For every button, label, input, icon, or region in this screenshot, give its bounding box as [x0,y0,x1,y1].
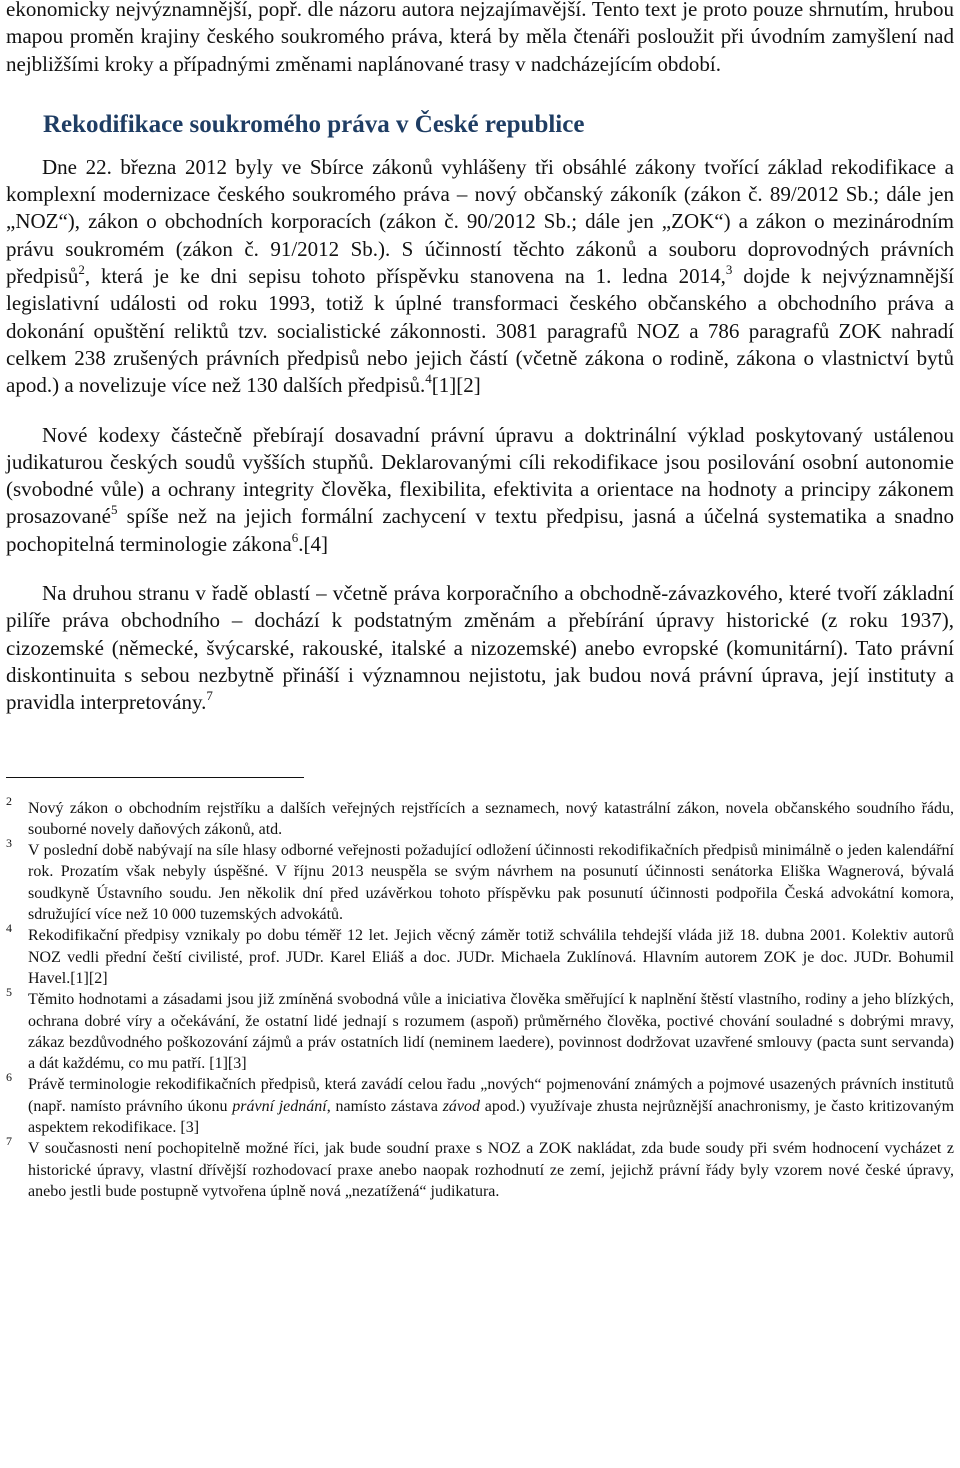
paragraph-rekodifikace [6,154,954,400]
footnote-number: 3 [6,836,12,851]
footnote-number: 5 [6,985,12,1000]
footnote [6,1070,955,1138]
footnote-text: Rekodifikační předpisy vznikaly po dobu téměř 12 let. Jejich věcný záměr totiž schválila tehdejší vláda již 18. dubna 2001. Kolektiv autorů NOZ vedli přední čeští civilisté, prof. JUDr. Karel Eliáš a doc. JUDr. Michaela Zuklínová. Hlavním autorem ZOK je doc. JUDr. Bohumil Havel.[1][2] [28,927,954,987]
footnote-ref[interactable]: 4 [425,371,432,387]
footnote [6,793,954,841]
footnote-text: Těmito hodnotami a zásadami jsou již zmíněná svobodná vůle a iniciativa člověka směřující k naplnění štěstí vlastního, rodiny a jeho blízkých, ochrana dobré víry a očekávání, že ostatní lidé jednají s rozumem (aspoň) průměrného člověka, poctivé chování souladné s dobrými mravy, zákaz bezdůvodného poškozování zájmů a práv ostatních lidí (neminem laedere), povinnost dodržovat uzavřené smlouvy (pacta sunt servanda) a dát každému, co mu patří. [1][3] [28,991,954,1073]
footnote-number: 7 [6,1134,12,1149]
footnote-separator [6,777,304,778]
paragraph-text: , která je ke dni sepisu tohoto příspěvku stanovena na 1. ledna 2014, [84,264,726,289]
footnote-ref[interactable]: 3 [725,262,733,278]
footnote-ref[interactable]: 6 [291,529,299,545]
paragraph-text: dojde k nejvýznamnější legislativní události od roku 1993, totiž k úplné transformaci českého občanského a obchodního práva a dokonání opuštění reliktů tzv. socialistické zákonnosti. 3081 paragrafů NOZ a 786 paragrafů ZOK nahradí celkem 238 zrušených právních předpisů nebo jejich částí (včetně zákona o rodině, zákona o vlastnictví bytů apod.) a novelizuje více než 130 dalších předpisů. [6,264,954,398]
footnote-text: Nový zákon o obchodním rejstříku a dalších veřejných rejstřících a seznamech, nový katastrální zákon, novela občanského soudního řádu, souborné novely daňových zákonů, atd. [28,799,954,838]
footnote-text: , namísto zástava [326,1097,443,1115]
footnote-text: V současnosti není pochopitelně možné říci, jak bude soudní praxe s NOZ a ZOK nakládat, zda bude soudy při svém hodnocení vycházet z historické úpravy, vlastní dřívější rozhodovací praxe anebo naopak rozhodnutí ze zemí, jejichž právní řády byly vzorem nové české úpravy, anebo jestli bude postupně vytvořena úplně nová „nezatížená“ judikatura. [28,1140,954,1200]
citation: [1][2] [431,373,481,398]
footnote-italic-term: právní jednání [232,1097,327,1115]
footnote [6,836,954,925]
paragraph-diskontinuita [6,580,954,716]
intro-paragraph: ekonomicky nejvýznamnější, popř. dle názoru autora nejzajímavější. Tento text je proto pouze shrnutím, hrubou mapou proměn krajiny českého soukromého práva, která by měla čtenáři posloužit při úvodním zamyšlení nad nejbližšími kroky a případnými změnami naplánované trasy v nadcházejícím období. [6,0,954,76]
footnote-ref[interactable]: 2 [78,262,85,278]
paragraph-text: Dne 22. března 2012 byly ve Sbírce zákonů vyhlášeny tři obsáhlé zákony tvořící základ rekodifikace a komplexní modernizace českého soukromého práva – nový občanský zákoník (zákon č. 89/2012 Sb.; dále jen „NOZ“), zákon o obchodních korporacích (zákon č. 90/2012 Sb.; dále jen „ZOK“) a zákon o mezinárodním právu soukromém (zákon č. 91/2012 Sb.). S účinností těchto zákonů a souboru doprovodných právních předpisů [6,154,954,289]
footnote [6,1134,954,1202]
document-page [6,0,954,1202]
paragraph-kodexy [6,422,954,558]
footnote-number: 6 [6,1070,12,1085]
footnote-italic-term: závod [442,1097,481,1115]
footnote-ref[interactable]: 7 [206,688,213,704]
footnote [6,985,954,1074]
paragraph-text: Nové kodexy částečně přebírají dosavadní právní úpravu a doktrinální výklad poskytovaný ustálenou judikaturou českých soudů vyšších stupňů. Deklarovanými cíli rekodifikace jsou posilování osobní autonomie (svobodné vůle) a ochrany integrity člověka, flexibilita, efektivita a orientace na hodnoty a principy zákonem prosazované [6,422,954,529]
footnote [6,921,954,989]
footnote-text: V poslední době nabývají na síle hlasy odborné veřejnosti požadující odložení účinnosti rekodifikačních předpisů minimálně o jeden kalendářní rok. Prozatím však nebyly úspěšné. V říjnu 2013 neuspěla se svým návrhem na posunutí účinnosti senátorka Eliška Wagnerová, bývalá soudkyně Ústavního soudu. Jen několik dní před uzávěrkou tohoto příspěvku pak posunutí účinnosti podpořila Česká advokátní komora, sdružující více než 10 000 tuzemských advokátů. [28,842,954,924]
footnote-text: apod.) využívaje zhusta nejrůznější anachronismy, je často kritizovaným aspektem rekodifikace. [3] [28,1097,955,1136]
footnote-number: 4 [6,921,12,936]
footnote-number: 2 [6,793,12,808]
paragraph-text: spíše než na jejich formální zachycení v textu předpisu, jasná a účelná systematika a snadno pochopitelná terminologie zákona [6,504,954,556]
section-heading: Rekodifikace soukromého práva v České republice [43,110,585,138]
citation: .[4] [298,531,328,556]
footnote-text: Právě terminologie rekodifikačních předpisů, která zavádí celou řadu „nových“ pojmenování známých a pojmové usazených právních institutů (např. namísto právního úkonu [28,1076,954,1115]
paragraph-text: Na druhou stranu v řadě oblastí – včetně práva korporačního a obchodně-závazkového, které tvoří základní pilíře práva obchodního – dochází k podstatným změnám a přebírání úpravy historické (z roku 1937), cizozemské (německé, švýcarské, rakouské, italské a nizozemské) anebo evropské (komunitární). Tato právní diskontinuita s sebou nezbytně přináší i významnou nejistotu, jak budou nová právní úprava, její instituty a pravidla interpretovány. [6,581,954,715]
footnote-ref[interactable]: 5 [110,502,118,518]
